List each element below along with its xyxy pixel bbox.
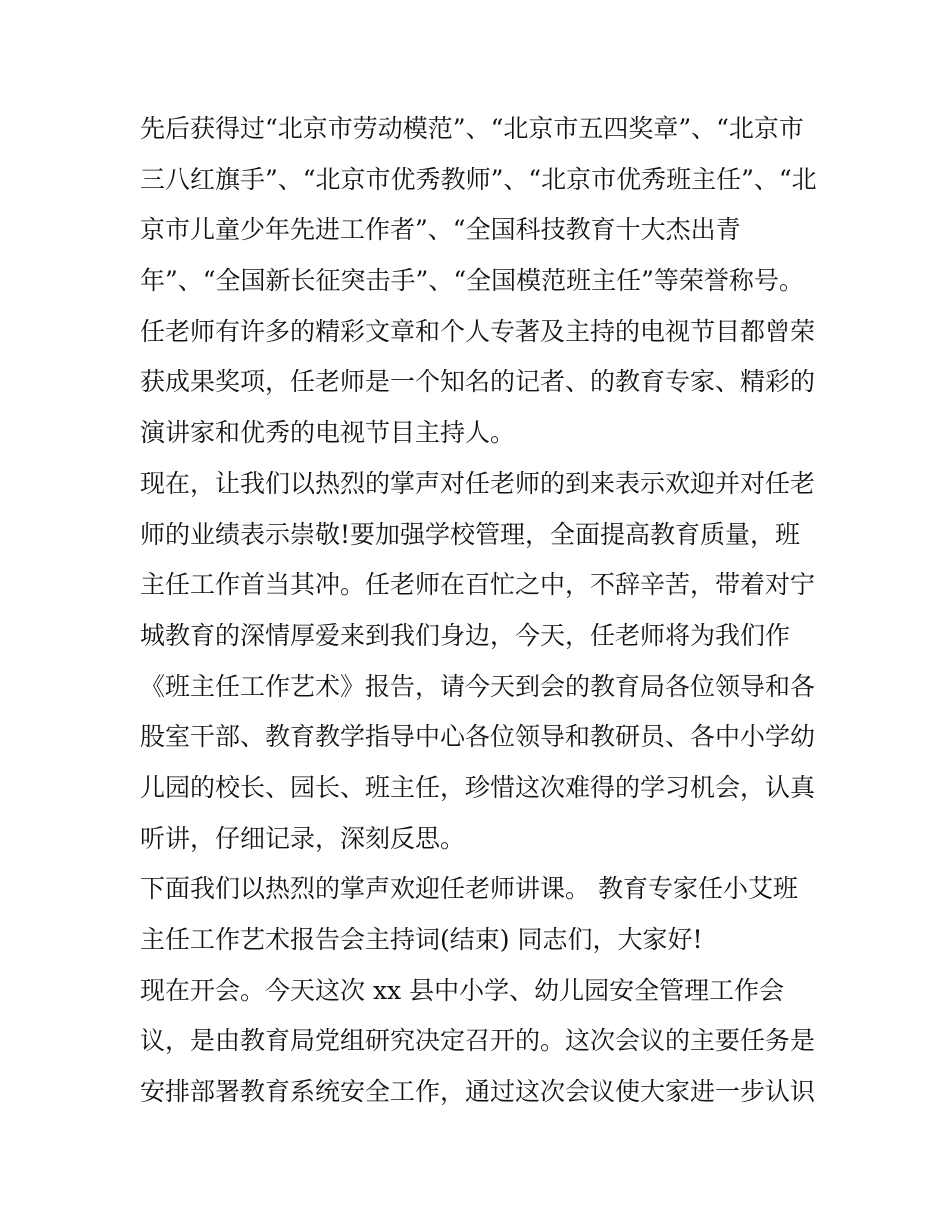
text-line: 获成果奖项，任老师是一个知名的记者、的教育专家、精彩的 (140, 367, 816, 397)
text-line: 城教育的深情厚爱来到我们身边，今天，任老师将为我们作 (140, 620, 791, 650)
text-line: 现在，让我们以热烈的掌声对任老师的到来表示欢迎并对任老 (140, 468, 816, 498)
text-line: 演讲家和优秀的电视节目主持人。 (140, 418, 516, 448)
text-line: 安排部署教育系统安全工作，通过这次会议使大家进一步认识 (140, 1077, 816, 1107)
text-line: 《班主任工作艺术》报告，请今天到会的教育局各位领导和各 (140, 671, 816, 701)
text-line: 三八红旗手”、“北京市优秀教师”、“北京市优秀班主任”、“北 (140, 164, 817, 194)
text-line: 主任工作首当其冲。任老师在百忙之中，不辞辛苦，带着对宁 (140, 570, 816, 600)
text-line: 现在开会。今天这次 xx 县中小学、幼儿园安全管理工作会 (140, 975, 785, 1005)
text-line: 任老师有许多的精彩文章和个人专著及主持的电视节目都曾荣 (140, 316, 816, 346)
text-line: 听讲，仔细记录，深刻反思。 (140, 823, 466, 853)
text-line: 下面我们以热烈的掌声欢迎任老师讲课。 教育专家任小艾班 (140, 874, 798, 904)
text-line: 师的业绩表示崇敬!要加强学校管理，全面提高教育质量，班 (140, 519, 801, 549)
text-line: 京市儿童少年先进工作者”、“全国科技教育十大杰出青 (140, 215, 741, 245)
text-line: 先后获得过“北京市劳动模范”、“北京市五四奖章”、“北京市 (140, 114, 804, 143)
text-line: 股室干部、教育教学指导中心各位领导和教研员、各中小学幼 (140, 722, 816, 752)
body-text (140, 104, 820, 1118)
text-line: 主任工作艺术报告会主持词(结束) 同志们，大家好! (140, 925, 703, 954)
text-line: 年”、“全国新长征突击手”、“全国模范班主任”等荣誉称号。 (140, 266, 804, 296)
text-line: 议，是由教育局党组研究决定召开的。这次会议的主要任务是 (140, 1026, 816, 1056)
text-line: 儿园的校长、园长、班主任，珍惜这次难得的学习机会，认真 (140, 772, 816, 802)
